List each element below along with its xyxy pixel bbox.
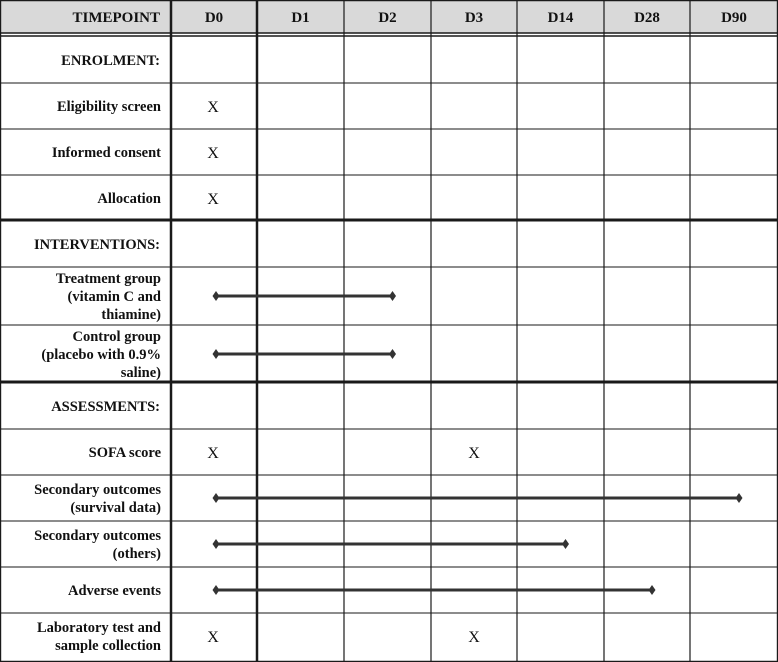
duration-end-diamond — [562, 539, 569, 549]
column-header-d14: D14 — [547, 10, 574, 26]
section-title: INTERVENTIONS: — [34, 237, 160, 253]
duration-end-diamond — [389, 291, 396, 301]
duration-start-diamond — [213, 349, 220, 359]
row-label: sample collection — [55, 638, 161, 654]
row-label: Eligibility screen — [56, 99, 161, 115]
duration-start-diamond — [213, 493, 220, 503]
x-mark-d0: X — [207, 191, 219, 208]
row-label: (survival data) — [70, 500, 161, 516]
duration-start-diamond — [213, 585, 220, 595]
row-label: (vitamin C and — [67, 289, 161, 305]
row-label: (placebo with 0.9% — [41, 347, 161, 363]
row-label: thiamine) — [101, 307, 161, 323]
column-header-d1: D1 — [291, 10, 310, 26]
x-mark-d0: X — [207, 145, 219, 162]
row-label: (others) — [112, 546, 161, 562]
x-mark-d0: X — [207, 629, 219, 646]
duration-start-diamond — [213, 539, 220, 549]
column-header-d0: D0 — [204, 10, 224, 26]
duration-end-diamond — [649, 585, 656, 595]
section-title: ENROLMENT: — [61, 53, 160, 69]
row-label: Control group — [72, 329, 161, 345]
column-header-d28: D28 — [634, 10, 660, 26]
row-label: Secondary outcomes — [34, 528, 161, 544]
row-label: SOFA score — [88, 445, 161, 461]
section-title: ASSESSMENTS: — [51, 399, 160, 415]
x-mark-d3: X — [468, 445, 480, 462]
row-label: Secondary outcomes — [34, 482, 161, 498]
timepoint-header: TIMEPOINT — [72, 10, 160, 26]
x-mark-d0: X — [207, 445, 219, 462]
x-mark-d0: X — [207, 99, 219, 116]
row-label: Allocation — [97, 191, 161, 207]
x-mark-d3: X — [468, 629, 480, 646]
column-header-d90: D90 — [721, 10, 747, 26]
column-header-d3: D3 — [464, 10, 484, 26]
duration-start-diamond — [213, 291, 220, 301]
row-label: saline) — [120, 365, 161, 381]
column-header-d2: D2 — [378, 10, 397, 26]
row-label: Treatment group — [55, 271, 161, 287]
duration-end-diamond — [736, 493, 743, 503]
duration-end-diamond — [389, 349, 396, 359]
row-label: Laboratory test and — [36, 620, 161, 636]
row-label: Informed consent — [51, 145, 161, 161]
row-label: Adverse events — [67, 583, 161, 599]
